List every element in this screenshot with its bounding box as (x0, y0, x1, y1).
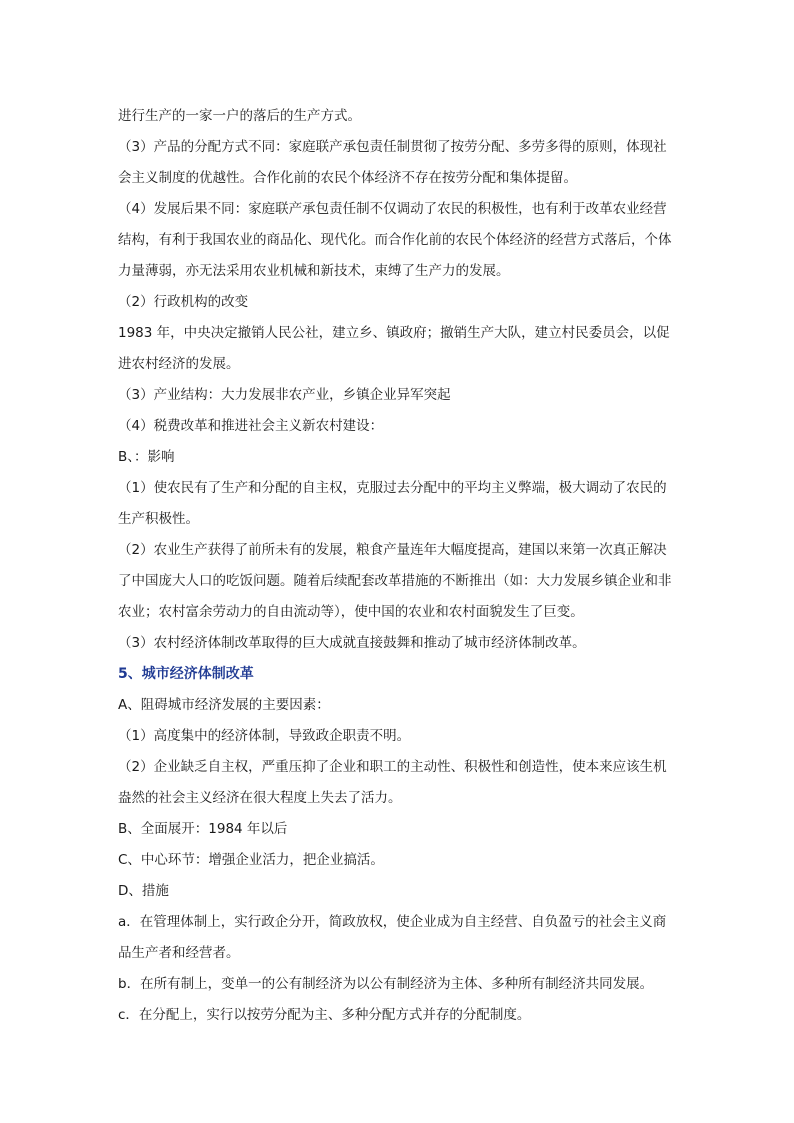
paragraph: （2）企业缺乏自主权，严重压抑了企业和职工的主动性、积极性和创造性，使本来应该生机盎然的社会主义经济在很大程度上失去了活力。 (118, 759, 667, 806)
paragraph: （2）行政机构的改变 (118, 294, 249, 310)
paragraph: 进行生产的一家一户的落后的生产方式。 (118, 108, 361, 124)
paragraph: B、：影响 (118, 449, 175, 465)
paragraph: （4）发展后果不同：家庭联产承包责任制不仅调动了农民的积极性，也有利于改革农业经营结构，有利于我国农业的商品化、现代化。而合作化前的农民个体经济的经营方式落后，个体力量薄弱，亦无法采用农业机械和新技术，束缚了生产力的发展。 (118, 201, 672, 279)
paragraph: a．在管理体制上，实行政企分开，简政放权，使企业成为自主经营、自负盈亏的社会主义商品生产者和经营者。 (118, 914, 667, 961)
paragraph: C、中心环节：增强企业活力，把企业搞活。 (118, 852, 384, 868)
paragraph: B、全面展开：1984 年以后 (118, 821, 288, 837)
paragraph: （3）产品的分配方式不同：家庭联产承包责任制贯彻了按劳分配、多劳多得的原则，体现社会主义制度的优越性。合作化前的农民个体经济不存在按劳分配和集体提留。 (118, 139, 667, 186)
paragraph: D、措施 (118, 883, 169, 899)
paragraph: （1）使农民有了生产和分配的自主权，克服过去分配中的平均主义弊端，极大调动了农民的生产积极性。 (118, 480, 667, 527)
section-heading: 5、城市经济体制改革 (118, 666, 254, 682)
document-body (118, 101, 678, 1031)
paragraph: （2）农业生产获得了前所未有的发展，粮食产量连年大幅度提高，建国以来第一次真正解决了中国庞大人口的吃饭问题。随着后续配套改革措施的不断推出（如：大力发展乡镇企业和非农业；农村富余劳动力的自由流动等），使中国的农业和农村面貌发生了巨变。 (118, 542, 672, 620)
paragraph: c．在分配上，实行以按劳分配为主、多种分配方式并存的分配制度。 (118, 1007, 531, 1023)
paragraph: （1）高度集中的经济体制，导致政企职责不明。 (118, 728, 411, 744)
paragraph: （3）农村经济体制改革取得的巨大成就直接鼓舞和推动了城市经济体制改革。 (118, 635, 586, 651)
paragraph: 1983 年，中央决定撤销人民公社，建立乡、镇政府；撤销生产大队，建立村民委员会，以促进农村经济的发展。 (118, 325, 670, 372)
paragraph: （4）税费改革和推进社会主义新农村建设： (118, 418, 384, 434)
paragraph: A、阻碍城市经济发展的主要因素： (118, 697, 330, 713)
paragraph: （3）产业结构：大力发展非农产业，乡镇企业异军突起 (118, 387, 451, 403)
paragraph: b．在所有制上，变单一的公有制经济为以公有制经济为主体、多种所有制经济共同发展。 (118, 976, 654, 992)
